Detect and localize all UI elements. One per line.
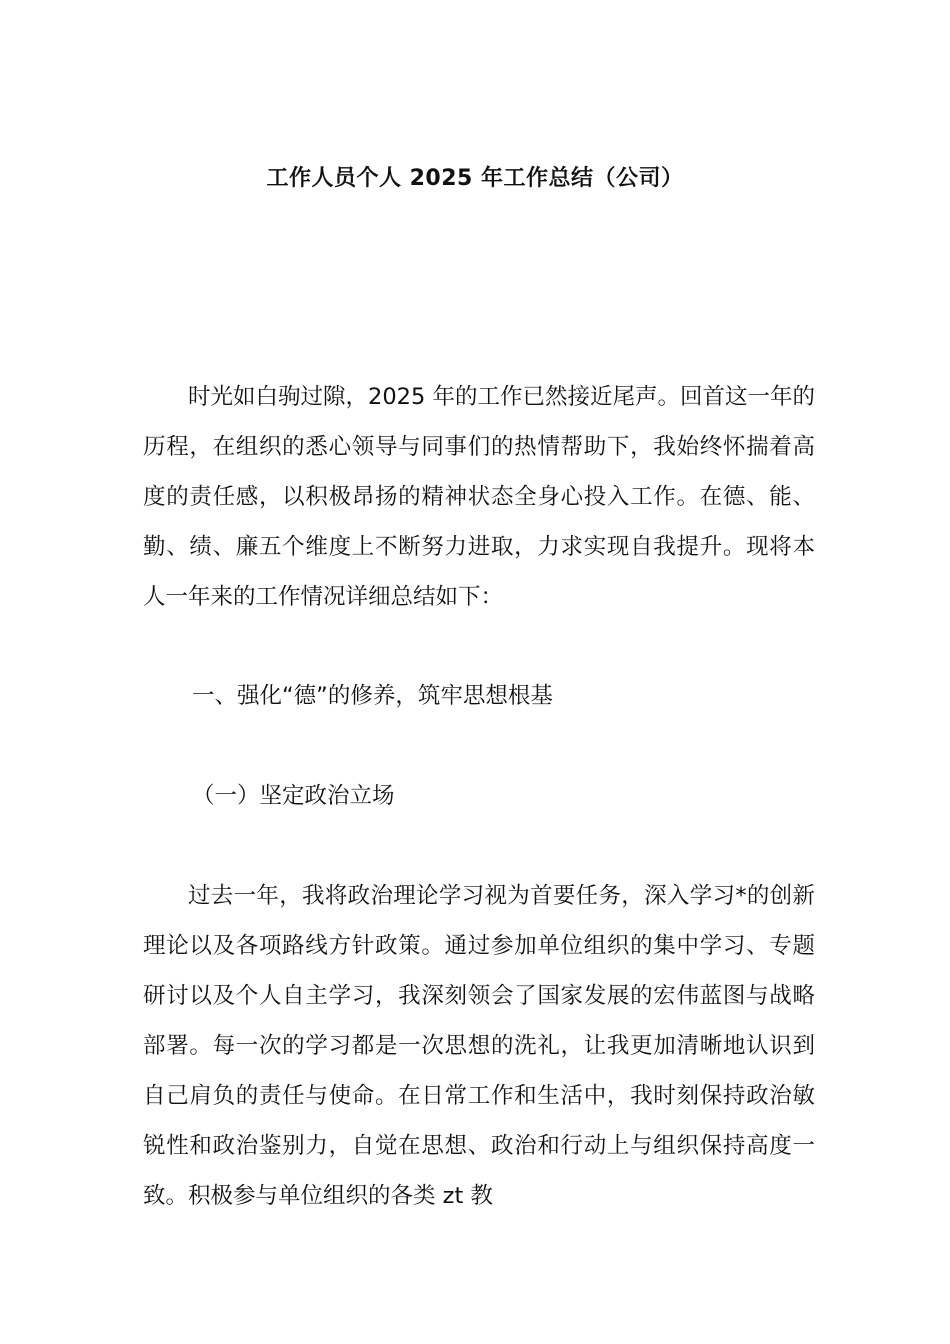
body-paragraph-1: 过去一年，我将政治理论学习视为首要任务，深入学习*的创新理论以及各项路线方针政策。通过参加单位组织的集中学习、专题研讨以及个人自主学习，我深刻领会了国家发展的宏伟蓝图与战略部署。每一次的学习都是一次思想的洗礼，让我更加清晰地认识到自己肩负的责任与使命。在日常工作和生活中，我时刻保持政治敏锐性和政治鉴别力，自觉在思想、政治和行动上与组织保持高度一致。积极参与单位组织的各类 zt 教 <box>143 883 815 1209</box>
document-title: 工作人员个人 2025 年工作总结（公司） <box>266 166 684 191</box>
section-heading-1: 一、强化“德”的修养，筑牢思想根基 <box>192 683 553 709</box>
subsection-heading-1: （一）坚定政治立场 <box>192 783 395 809</box>
intro-paragraph: 时光如白驹过隙，2025 年的工作已然接近尾声。回首这一年的历程，在组织的悉心领导与同事们的热情帮助下，我始终怀揣着高度的责任感，以积极昂扬的精神状态全身心投入工作。在德、能、勤、绩、廉五个维度上不断努力进取，力求实现自我提升。现将本人一年来的工作情况详细总结如下： <box>143 384 815 610</box>
